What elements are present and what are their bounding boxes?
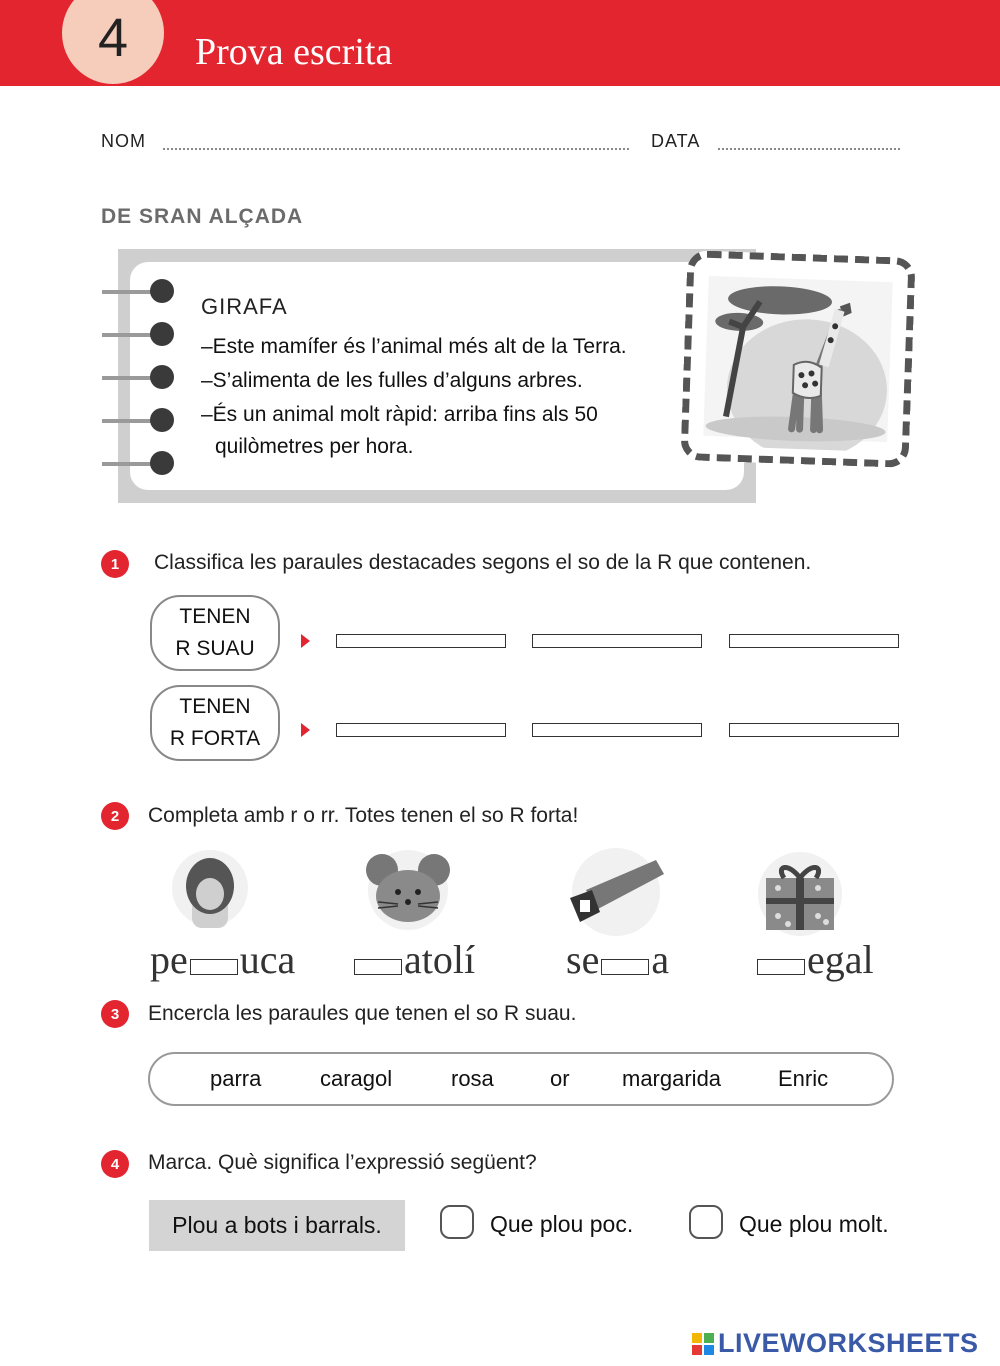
date-label: DATA [651, 131, 701, 151]
binder-ring-icon [150, 408, 174, 432]
question-text: Marca. Què significa l’expressió següent? [148, 1151, 537, 1174]
option-checkbox[interactable] [440, 1205, 474, 1239]
brand-grid-icon [692, 1333, 714, 1355]
word-part: uca [239, 937, 296, 982]
card-line: –Este mamífer és l’animal més alt de la Terra. [201, 335, 627, 358]
card-line: –S’alimenta de les fulles d’alguns arbres. [201, 369, 583, 392]
question-text: Completa amb r o rr. Totes tenen el so R forta! [148, 804, 579, 827]
option-label: Que plou molt. [739, 1211, 889, 1237]
word-part: a [651, 937, 670, 982]
answer-input[interactable] [532, 723, 702, 737]
category-label-hard-r [150, 685, 280, 761]
binder-ring-icon [150, 279, 174, 303]
answer-input[interactable] [532, 634, 702, 648]
card-title: GIRAFA [201, 294, 288, 319]
word-part: egal [807, 937, 874, 982]
binder-ring-icon [150, 365, 174, 389]
binder-ring-icon [150, 451, 174, 475]
question-text: Encercla les paraules que tenen el so R suau. [148, 1002, 577, 1025]
word-option[interactable]: rosa [451, 1066, 494, 1091]
giraffe-icon [695, 266, 901, 453]
brand-name: LIVEWORKSHEETS [718, 1328, 979, 1358]
giraffe-photo-frame [680, 250, 915, 468]
mouse-icon [358, 848, 458, 932]
fill-word [566, 936, 669, 983]
category-label-soft-r [150, 595, 280, 671]
fill-word [755, 936, 874, 983]
letter-input[interactable] [601, 959, 649, 975]
category-label-line: TENEN [179, 605, 251, 628]
card-line: quilòmetres per hora. [215, 435, 414, 458]
word-option[interactable]: margarida [622, 1066, 722, 1091]
answer-input[interactable] [336, 634, 506, 648]
name-field[interactable] [163, 148, 629, 150]
saw-icon [556, 838, 676, 938]
page-title: Prova escrita [195, 31, 393, 73]
option-label: Que plou poc. [490, 1211, 634, 1237]
fill-word [352, 936, 475, 983]
arrow-right-icon [301, 723, 310, 737]
word-option[interactable]: Enric [778, 1066, 829, 1091]
option-checkbox[interactable] [689, 1205, 723, 1239]
word-part: se [566, 937, 600, 982]
word-part: atolí [404, 937, 476, 982]
category-label-line: R FORTA [169, 727, 261, 750]
question-number-badge: 2 [101, 802, 129, 830]
answer-input[interactable] [729, 723, 899, 737]
gift-icon [752, 848, 848, 938]
question-text: Classifica les paraules destacades segons el so de la R que contenen. [154, 551, 812, 574]
answer-input[interactable] [336, 723, 506, 737]
question-number-badge: 4 [101, 1150, 129, 1178]
question-number-badge: 1 [101, 550, 129, 578]
unit-number-badge: 4 [62, 0, 164, 84]
category-label-line: TENEN [179, 695, 251, 718]
category-label-line: R SUAU [175, 637, 255, 660]
name-label: NOM [101, 131, 146, 151]
brand-logo [692, 1328, 979, 1359]
card-line: –És un animal molt ràpid: arriba fins als 50 [201, 403, 598, 426]
word-option[interactable]: or [550, 1066, 570, 1091]
question-number-badge: 3 [101, 1000, 129, 1028]
date-field[interactable] [718, 148, 900, 150]
word-option[interactable]: caragol [320, 1066, 393, 1091]
arrow-right-icon [301, 634, 310, 648]
expression-box: Plou a bots i barrals. [149, 1200, 405, 1251]
binder-ring-icon [150, 322, 174, 346]
wig-icon [170, 848, 250, 932]
letter-input[interactable] [190, 959, 238, 975]
fill-word [150, 936, 295, 983]
letter-input[interactable] [757, 959, 805, 975]
word-part: pe [150, 937, 188, 982]
answer-input[interactable] [729, 634, 899, 648]
word-option[interactable]: parra [210, 1066, 262, 1091]
letter-input[interactable] [354, 959, 402, 975]
section-title: DE SRAN ALÇADA [101, 205, 304, 228]
